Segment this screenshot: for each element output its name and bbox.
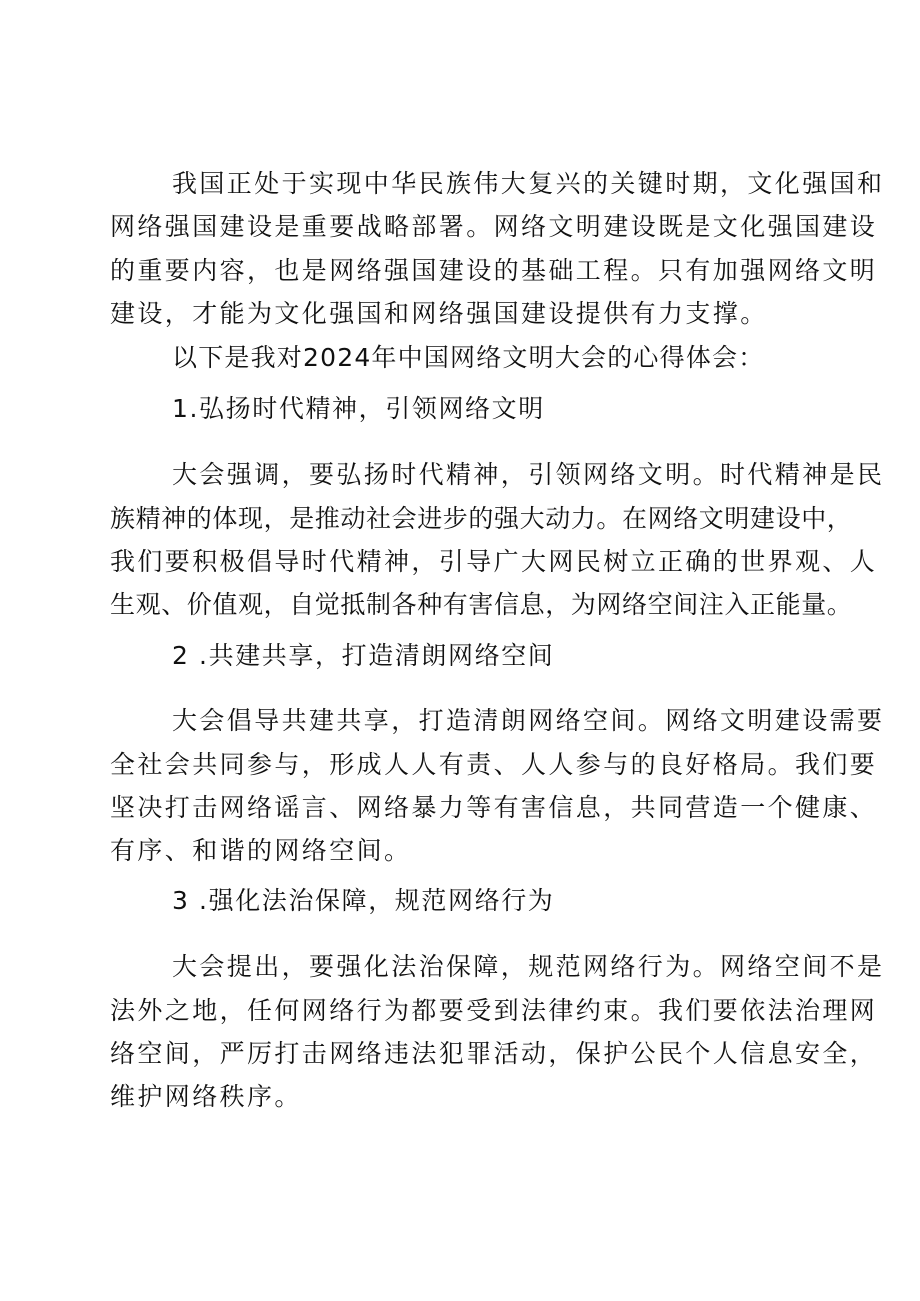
section-3-line-1: 大会提出，要强化法治保障，规范网络行为。网络空间不是 (172, 952, 885, 981)
intro-line-3: 的重要内容，也是网络强国建设的基础工程。只有加强网络文明 (110, 256, 878, 285)
section-2-line-4: 有序、和谐的网络空间。 (110, 836, 412, 865)
section-3-line-2: 法外之地，任何网络行为都要受到法律约束。我们要依法治理网 (110, 996, 878, 1025)
section-1-line-3: 我们要积极倡导时代精神，引导广大网民树立正确的世界观、人 (110, 547, 878, 576)
section-2-line-1: 大会倡导共建共享，打造清朗网络空间。网络文明建设需要 (172, 706, 885, 735)
section-1-line-4: 生观、价值观，自觉抵制各种有害信息，为网络空间注入正能量。 (110, 590, 853, 619)
section-2-line-2: 全社会共同参与，形成人人有责、人人参与的良好格局。我们要 (110, 750, 878, 779)
lead-in-line: 以下是我对2024年中国网络文明大会的心得体会： (172, 343, 765, 372)
intro-line-2: 网络强国建设是重要战略部署。网络文明建设既是文化强国建设 (110, 212, 878, 241)
intro-line-4: 建设，才能为文化强国和网络强国建设提供有力支撑。 (110, 299, 768, 328)
intro-line-1: 我国正处于实现中华民族伟大复兴的关键时期，文化强国和 (172, 169, 885, 198)
section-2-line-3: 坚决打击网络谣言、网络暴力等有害信息，共同营造一个健康、 (110, 793, 878, 822)
section-2-heading: 2 .共建共享，打造清朗网络空间 (172, 641, 555, 670)
section-3-line-4: 维护网络秩序。 (110, 1082, 302, 1111)
section-1-heading: 1.弘扬时代精神，引领网络文明 (172, 394, 545, 423)
section-3-line-3: 络空间，严厉打击网络违法犯罪活动，保护公民个人信息安全， (110, 1039, 878, 1068)
section-1-line-1: 大会强调，要弘扬时代精神，引领网络文明。时代精神是民 (172, 460, 885, 489)
section-1-line-2: 族精神的体现，是推动社会进步的强大动力。在网络文明建设中， (110, 504, 853, 533)
section-3-heading: 3 .强化法治保障，规范网络行为 (172, 886, 555, 915)
